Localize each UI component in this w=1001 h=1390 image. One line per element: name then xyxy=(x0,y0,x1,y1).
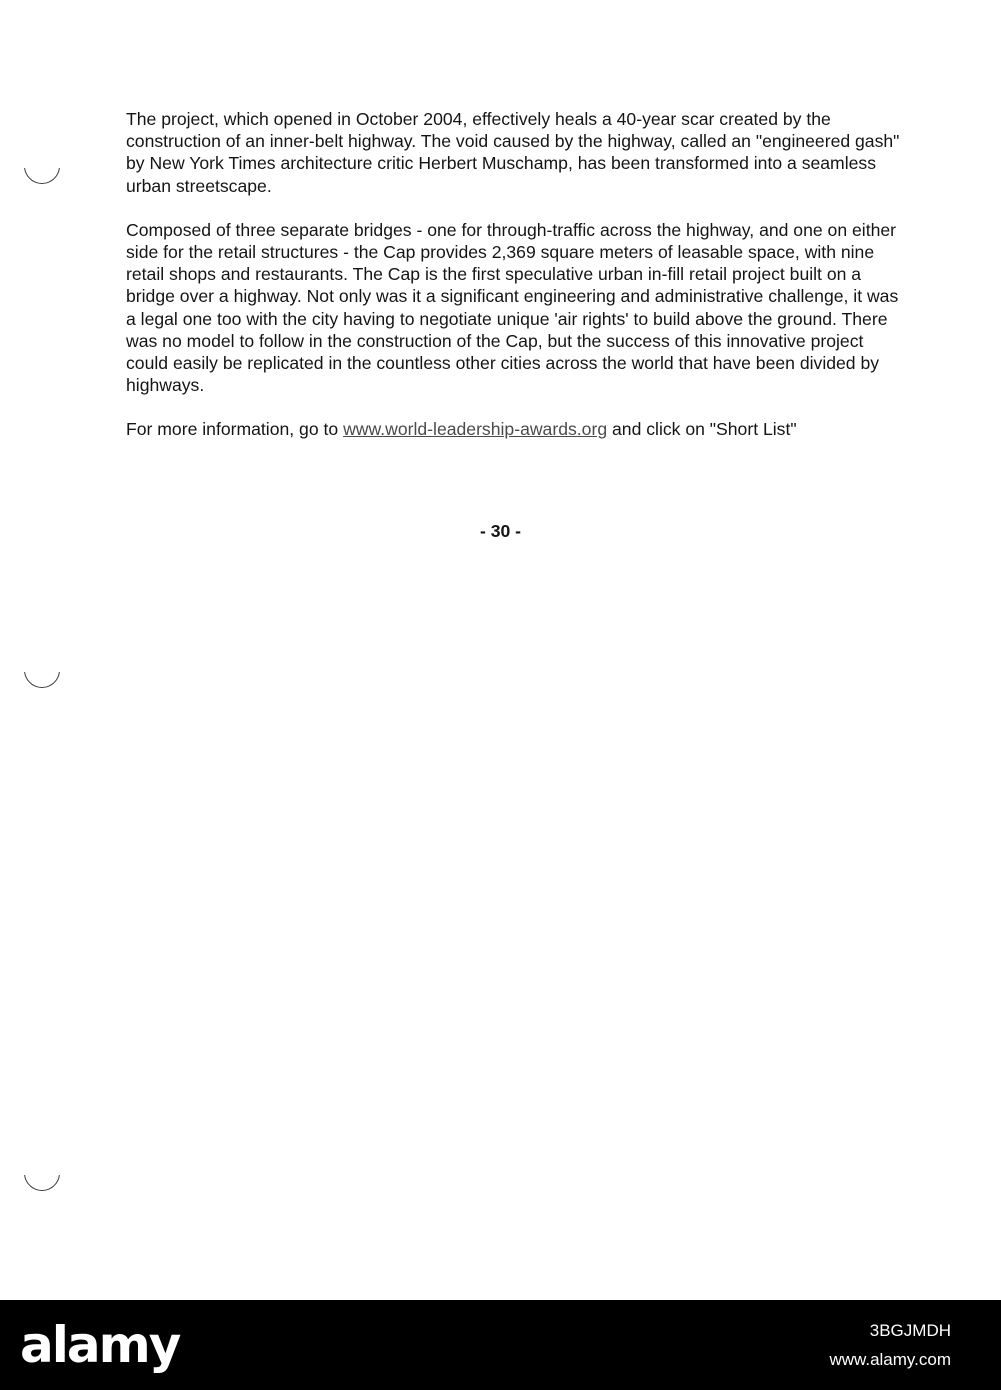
more-info-prefix: For more information, go to xyxy=(126,419,344,440)
watermark-footer-bar xyxy=(0,1300,1001,1390)
punch-hole-mark-middle xyxy=(22,672,62,694)
alamy-logo: alamy xyxy=(20,1316,180,1374)
paragraph-cap-description: Composed of three separate bridges - one for through-traffic across the highway, and one on either side for the retail structures - the Cap provides 2,369 square meters of leasable space, with nine retail shops and restaurants. The Cap is the first speculative urban in-fill retail project built on a bridge over a highway. Not only was it a significant engineering and administrative challenge, it was a legal one too with the city having to negotiate unique 'air rights' to build above the ground. There was no model to follow in the construction of the Cap, but the success of this innovative project could easily be replicated in the countless other cities across the world that have been divided by highways. xyxy=(126,219,899,396)
site-url-label: www.alamy.com xyxy=(829,1350,951,1369)
body-text xyxy=(126,108,901,441)
awards-website-link[interactable]: www.world-leadership-awards.org xyxy=(343,419,608,440)
punch-hole-mark-bottom xyxy=(22,1175,62,1197)
punch-hole-mark-top xyxy=(22,168,62,190)
page-number: - 30 - xyxy=(479,521,522,541)
more-info-suffix: and click on "Short List" xyxy=(607,419,797,440)
paragraph-more-information xyxy=(126,418,901,440)
paragraph-project-opening: The project, which opened in October 2004, effectively heals a 40-year scar created by the construction of an inner-belt highway. The void caused by the highway, called an "engineered gash" by New York Times architecture critic Herbert Muschamp, has been transformed into a seamless urban streetscape. xyxy=(126,109,900,196)
image-id-label: 3BGJMDH xyxy=(869,1321,951,1340)
